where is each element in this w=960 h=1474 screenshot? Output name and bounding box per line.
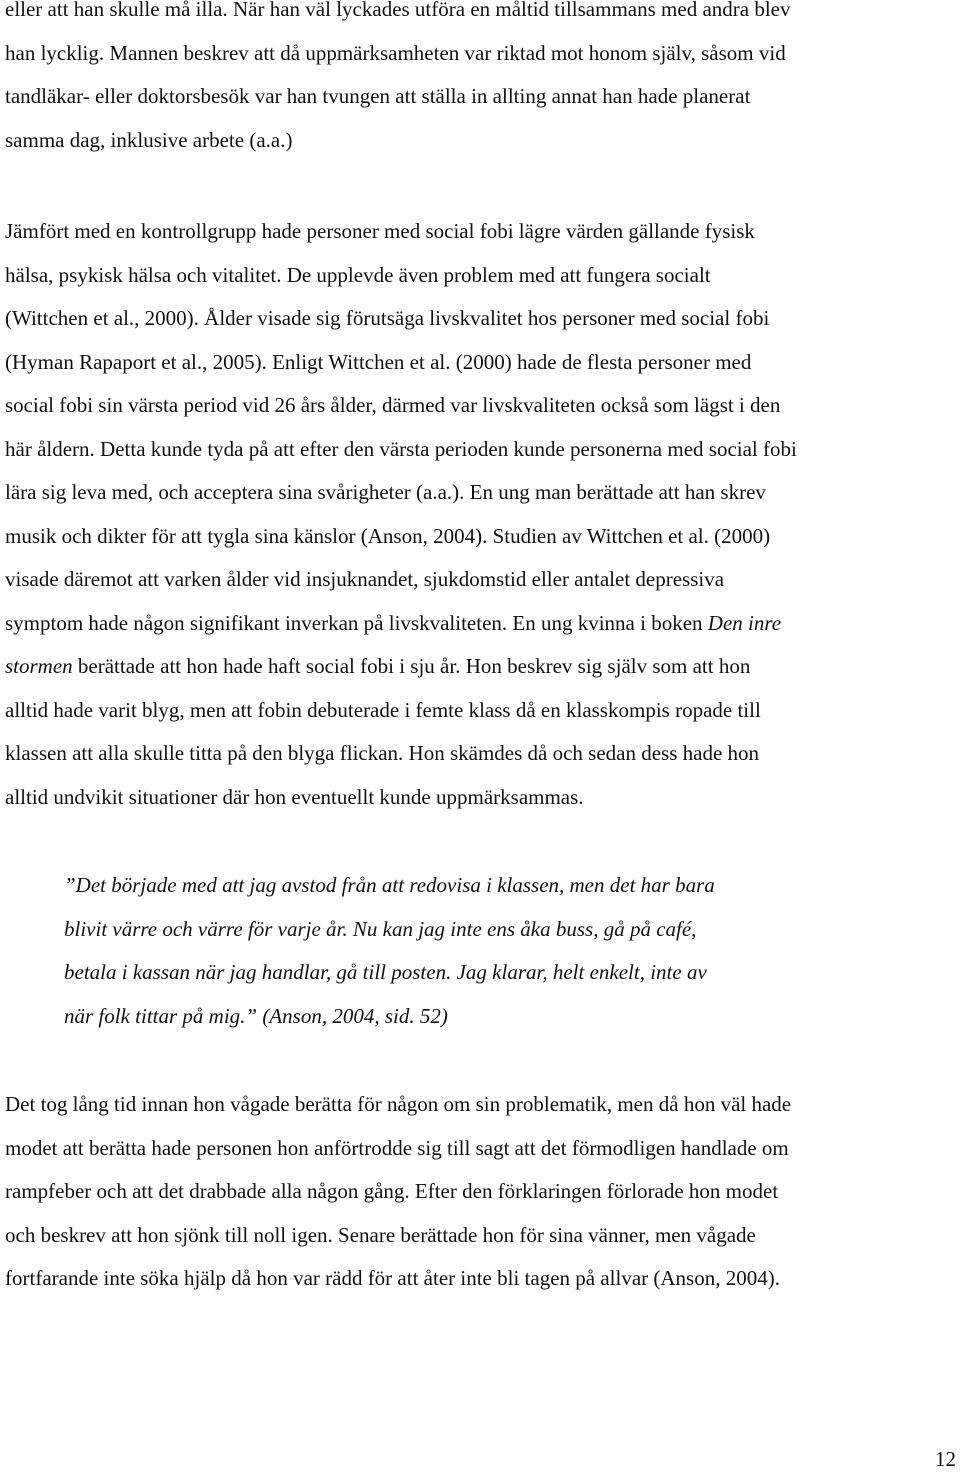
text-line: här åldern. Detta kunde tyda på att efter den värsta perioden kunde personerna med social fobi [5,436,797,461]
paragraph-3 [5,1083,945,1301]
book-title-part-2: stormen [5,654,73,678]
quote-line: betala i kassan när jag handlar, gå till posten. Jag klarar, helt enkelt, inte av [64,960,707,984]
text-line: social fobi sin värsta period vid 26 års ålder, därmed var livskvaliteten också som lägst i den [5,393,781,417]
text-line: samma dag, inklusive arbete (a.a.) [5,127,293,152]
text-line: rampfeber och att det drabbade alla någon gång. Efter den förklaringen förlorade hon modet [5,1179,779,1203]
text-line: Det tog lång tid innan hon vågade berätta för någon om sin problematik, men då hon väl hade [5,1092,792,1116]
text-line: Jämfört med en kontrollgrupp hade personer med social fobi lägre värden gällande fysisk [5,219,755,243]
text-line [5,602,945,646]
text-line: modet att berätta hade personen hon anförtrodde sig till sagt att det förmodligen handlade om [5,1135,789,1160]
block-quote [64,864,924,1038]
quote-line: när folk tittar på mig.” (Anson, 2004, sid. 52) [64,1003,448,1028]
text-line: alltid hade varit blyg, men att fobin debuterade i femte klass då en klasskompis ropade till [5,697,761,722]
book-title-part-1: Den inre [707,610,782,635]
text-line: fortfarande inte söka hjälp då hon var rädd för att åter inte bli tagen på allvar (Anson, 2004). [5,1266,780,1290]
quote-line: ”Det började med att jag avstod från att redovisa i klassen, men det har bara [64,873,715,897]
text-line: han lycklig. Mannen beskrev att då uppmärksamheten var riktad mot honom själv, såsom vid [5,40,786,65]
text-line: klassen att alla skulle titta på den blyga flickan. Hon skämdes då och sedan dess hade hon [5,741,760,765]
text-segment: berättade att hon hade haft social fobi i sju år. Hon beskrev sig själv som att hon [72,654,751,678]
quote-line: blivit värre och värre för varje år. Nu kan jag inte ens åka buss, gå på café, [64,916,697,941]
text-line [5,645,945,689]
text-line: hälsa, psykisk hälsa och vitalitet. De upplevde även problem med att fungera socialt [5,262,711,287]
text-segment: symptom hade någon signifikant inverkan på livskvaliteten. En ung kvinna i boken [5,610,708,635]
text-line: lära sig leva med, och acceptera sina svårigheter (a.a.). En ung man berättade att han skrev [5,480,766,504]
text-line: (Wittchen et al., 2000). Ålder visade sig förutsäga livskvalitet hos personer med social fobi [5,306,770,330]
paragraph-1 [5,0,945,162]
page-number: 12 [935,1447,956,1471]
text-line: och beskrev att hon sjönk till noll igen. Senare berättade hon för sina vänner, men vågade [5,1222,756,1247]
text-line: tandläkar- eller doktorsbesök var han tvungen att ställa in allting annat han hade planerat [5,84,751,108]
text-line: eller att han skulle må illa. När han väl lyckades utföra en måltid tillsammans med andra blev [5,0,791,21]
text-line: visade däremot att varken ålder vid insjuknandet, sjukdomstid eller antalet depressiva [5,567,725,591]
text-line: (Hyman Rapaport et al., 2005). Enligt Wittchen et al. (2000) hade de flesta personer med [5,349,752,374]
paragraph-2 [5,210,945,819]
text-line: alltid undvikit situationer där hon eventuellt kunde uppmärksammas. [5,784,584,809]
text-line: musik och dikter för att tygla sina känslor (Anson, 2004). Studien av Wittchen et al. (2000) [5,523,771,548]
